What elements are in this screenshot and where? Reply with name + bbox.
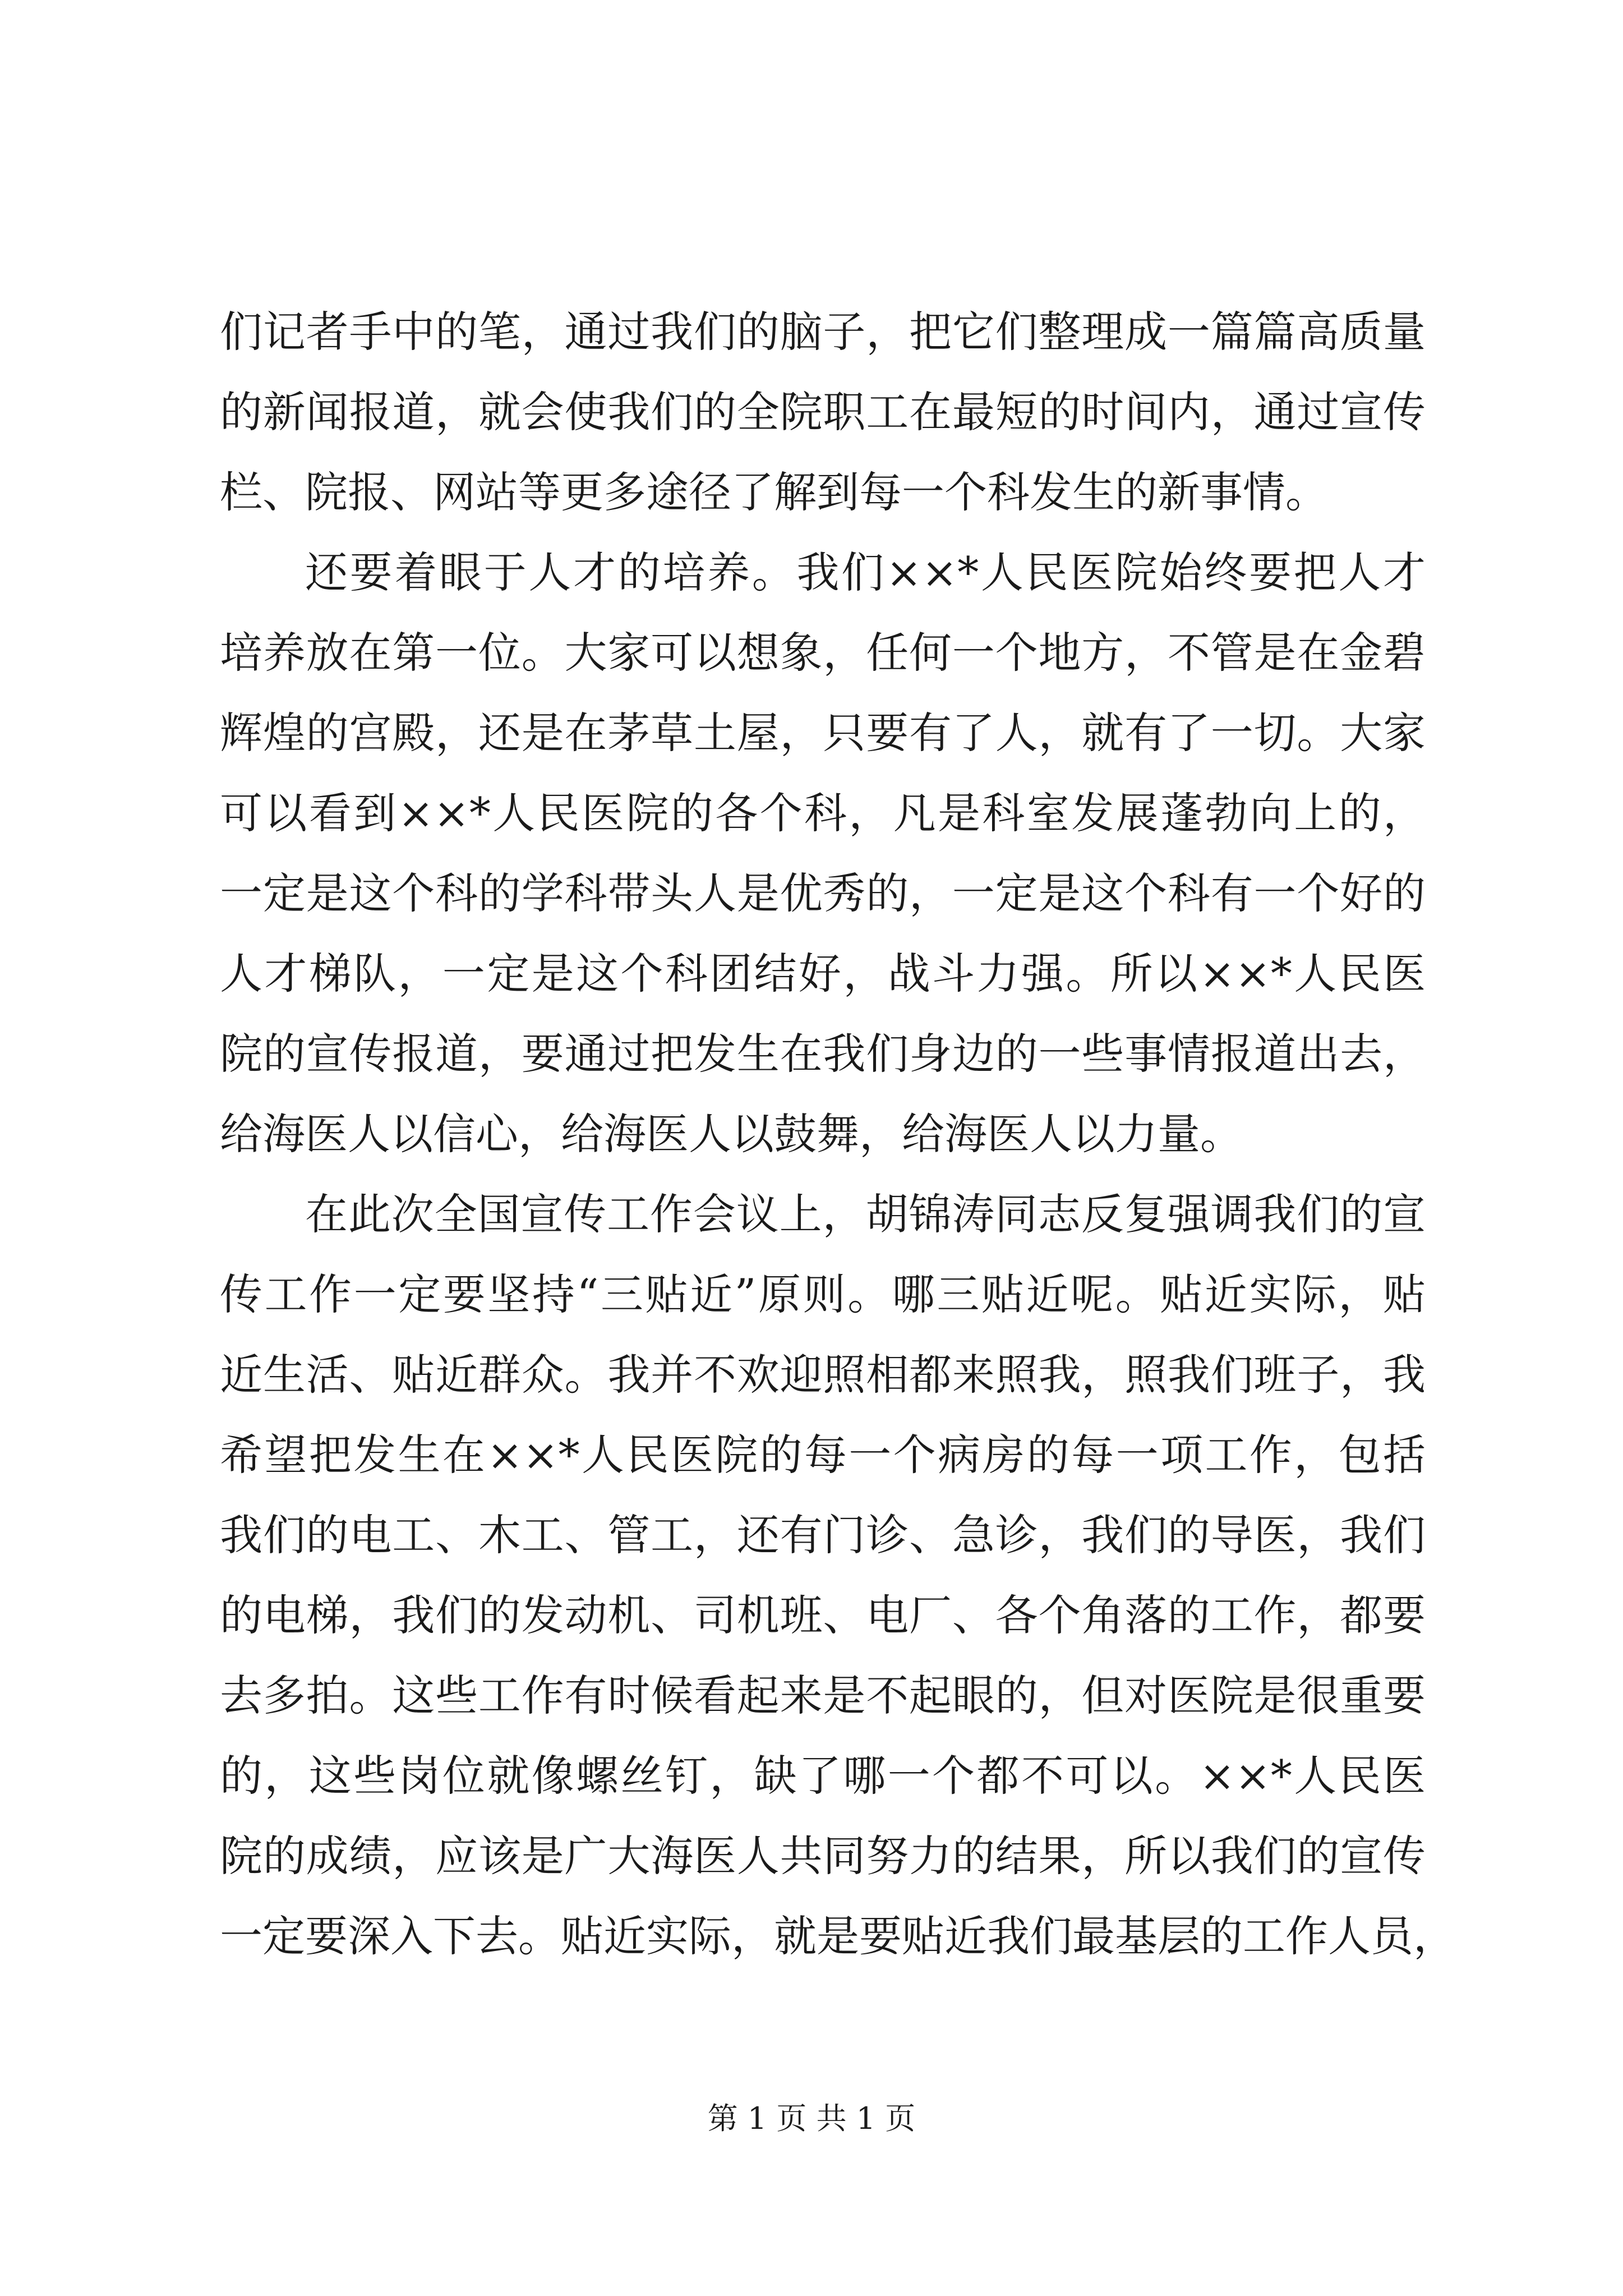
page-footer bbox=[0, 2099, 1623, 2138]
text-line: 希望把发生在××*人民医院的每一个病房的每一项工作，包括 bbox=[220, 1430, 1426, 1480]
text-line: 院的成绩，应该是广大海医人共同努力的结果，所以我们的宣传 bbox=[220, 1831, 1426, 1881]
document-body bbox=[220, 292, 1456, 1976]
text-line: 去多拍。这些工作有时候看起来是不起眼的，但对医院是很重要 bbox=[220, 1671, 1426, 1720]
text-line: 培养放在第一位。大家可以想象，任何一个地方，不管是在金碧 bbox=[220, 628, 1426, 678]
text-line: 在此次全国宣传工作会议上，胡锦涛同志反复强调我们的宣 bbox=[305, 1189, 1426, 1239]
text-line: 人才梯队，一定是这个科团结好，战斗力强。所以××*人民医 bbox=[220, 949, 1426, 999]
text-line: 近生活、贴近群众。我并不欢迎照相都来照我，照我们班子，我 bbox=[220, 1350, 1426, 1400]
text-line: 栏、院报、网站等更多途径了解到每一个科发生的新事情。 bbox=[220, 467, 1328, 517]
text-line: 们记者手中的笔，通过我们的脑子，把它们整理成一篇篇高质量 bbox=[220, 307, 1426, 357]
text-line: 的电梯，我们的发动机、司机班、电厂、各个角落的工作，都要 bbox=[220, 1590, 1426, 1640]
text-line: 的，这些岗位就像螺丝钉，缺了哪一个都不可以。××*人民医 bbox=[220, 1751, 1426, 1801]
text-line: 的新闻报道，就会使我们的全院职工在最短的时间内，通过宣传 bbox=[220, 387, 1426, 437]
text-line: 还要着眼于人才的培养。我们××*人民医院始终要把人才 bbox=[305, 547, 1426, 597]
text-line: 一定是这个科的学科带头人是优秀的，一定是这个科有一个好的 bbox=[220, 868, 1426, 918]
text-line: 传工作一定要坚持“三贴近”原则。哪三贴近呢。贴近实际，贴 bbox=[220, 1269, 1426, 1319]
text-line: 我们的电工、木工、管工，还有门诊、急诊，我们的导医，我们 bbox=[220, 1510, 1426, 1560]
text-line: 院的宣传报道，要通过把发生在我们身边的一些事情报道出去， bbox=[220, 1029, 1426, 1079]
page-number-label: 第 1 页 共 1 页 bbox=[707, 2101, 916, 2136]
text-line: 辉煌的宫殿，还是在茅草土屋，只要有了人，就有了一切。大家 bbox=[220, 708, 1426, 758]
text-line: 可以看到××*人民医院的各个科，凡是科室发展蓬勃向上的， bbox=[220, 788, 1426, 838]
text-line: 给海医人以信心，给海医人以鼓舞，给海医人以力量。 bbox=[220, 1109, 1243, 1159]
text-line: 一定要深入下去。贴近实际，就是要贴近我们最基层的工作人员， bbox=[220, 1911, 1456, 1961]
